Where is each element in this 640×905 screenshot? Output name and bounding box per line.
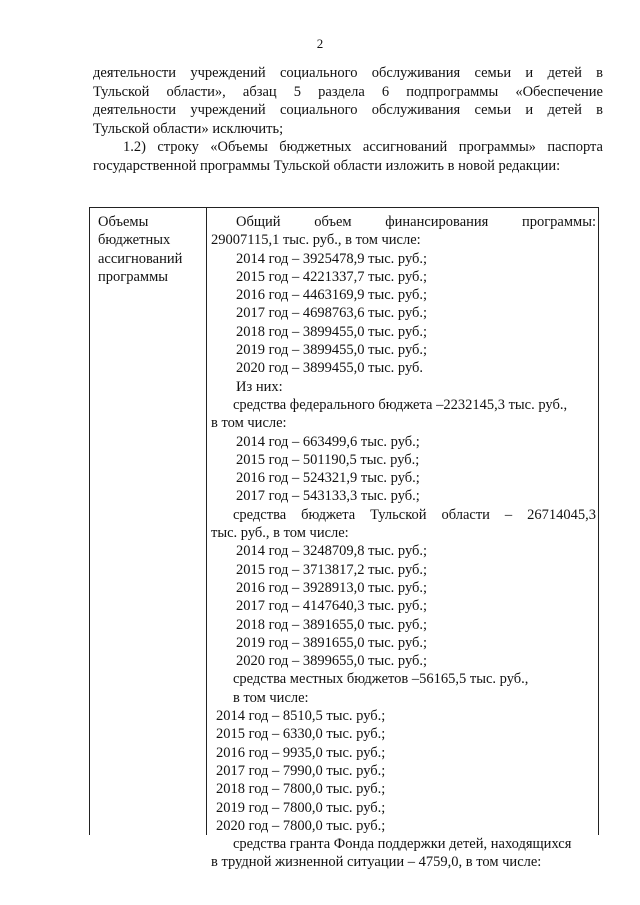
- text-line: Тульской области» исключить;: [93, 120, 284, 137]
- value-line: 2018 год – 3891655,0 тыс. руб.;: [236, 616, 428, 633]
- value-line: 2017 год – 4698763,6 тыс. руб.;: [236, 305, 428, 322]
- value-line: 2020 год – 7800,0 тыс. руб.;: [216, 817, 386, 834]
- page-number: 2: [316, 36, 324, 51]
- value-line: средства гранта Фонда поддержки детей, находящихся: [233, 836, 572, 853]
- value-line: 2018 год – 7800,0 тыс. руб.;: [216, 781, 386, 798]
- value-line: 2014 год – 3925478,9 тыс. руб.;: [236, 250, 428, 267]
- value-line: в том числе:: [233, 689, 309, 706]
- value-line: 2015 год – 6330,0 тыс. руб.;: [216, 726, 386, 743]
- value-line: в том числе:: [211, 415, 287, 432]
- text-line: Тульской области», абзац 5 раздела 6 подпрограммы «Обеспечение: [93, 83, 603, 100]
- value-line: 2014 год – 663499,6 тыс. руб.;: [236, 433, 420, 450]
- value-line: 2020 год – 3899655,0 тыс. руб.;: [236, 653, 428, 670]
- text-line: деятельности учреждений социального обслуживания семьи и детей в: [93, 65, 603, 81]
- label-line: Объемы: [98, 214, 149, 230]
- table-value-cell: [211, 213, 596, 872]
- value-line: 2014 год – 3248709,8 тыс. руб.;: [236, 543, 428, 560]
- text-line: деятельности учреждений социального обслуживания семьи и детей в: [93, 102, 603, 119]
- value-line: 2017 год – 7990,0 тыс. руб.;: [216, 762, 386, 779]
- value-line: в трудной жизненной ситуации – 4759,0, в том числе:: [211, 854, 542, 871]
- value-line: средства местных бюджетов –56165,5 тыс. руб.,: [233, 671, 529, 688]
- value-line: 2015 год – 3713817,2 тыс. руб.;: [236, 561, 428, 578]
- label-line: бюджетных: [98, 232, 171, 249]
- budget-allocations-table: [89, 207, 599, 871]
- value-line: средства бюджета Тульской области – 26714045,3: [233, 506, 596, 523]
- value-line: средства федерального бюджета –2232145,3 тыс. руб.,: [233, 396, 568, 413]
- text-line: 1.2) строку «Объемы бюджетных ассигнований программы» паспорта: [123, 139, 603, 155]
- paragraph-amendment-exclusion: [93, 64, 603, 138]
- paragraph-amendment-budget-row: [93, 138, 603, 175]
- value-line: 2016 год – 524321,9 тыс. руб.;: [236, 470, 420, 487]
- value-line: 2014 год – 8510,5 тыс. руб.;: [216, 708, 386, 725]
- value-line: 2019 год – 7800,0 тыс. руб.;: [216, 799, 386, 816]
- value-line: 2016 год – 4463169,9 тыс. руб.;: [236, 287, 428, 304]
- table-column-divider: [206, 208, 207, 835]
- value-line: 2015 год – 4221337,7 тыс. руб.;: [236, 268, 428, 285]
- value-line: тыс. руб., в том числе:: [211, 525, 349, 542]
- value-line: 2018 год – 3899455,0 тыс. руб.;: [236, 323, 428, 340]
- value-line: 2019 год – 3891655,0 тыс. руб.;: [236, 634, 428, 651]
- value-line: 2017 год – 543133,3 тыс. руб.;: [236, 488, 420, 505]
- value-line: 2016 год – 9935,0 тыс. руб.;: [216, 744, 386, 761]
- value-line: 2020 год – 3899455,0 тыс. руб.: [236, 360, 424, 377]
- label-line: ассигнований: [98, 250, 183, 267]
- value-line: Общий объем финансирования программы:: [236, 214, 596, 230]
- value-line: 2015 год – 501190,5 тыс. руб.;: [236, 451, 420, 468]
- text-line: государственной программы Тульской области изложить в новой редакции:: [93, 157, 561, 174]
- value-line: 29007115,1 тыс. руб., в том числе:: [211, 232, 421, 249]
- label-line: программы: [98, 268, 168, 285]
- value-line: 2017 год – 4147640,3 тыс. руб.;: [236, 598, 428, 615]
- value-line: Из них:: [236, 378, 283, 395]
- value-line: 2016 год – 3928913,0 тыс. руб.;: [236, 579, 428, 596]
- table-label-cell: [98, 213, 202, 286]
- value-line: 2019 год – 3899455,0 тыс. руб.;: [236, 342, 428, 359]
